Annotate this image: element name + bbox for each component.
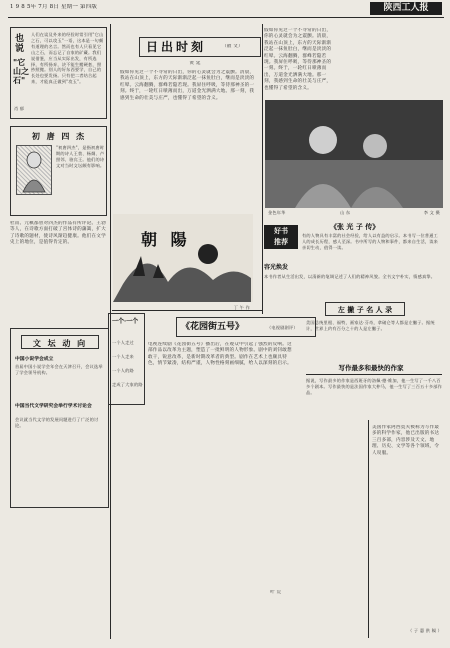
book-title: 《张 光 子 传》 [330,222,380,231]
rongguang-body: 本书作者从生活出发，以清新的笔调记述了人们的精神风貌。全书文字朴实，情感真挚。 [264,274,436,279]
poets-title: 初 唐 四 杰 [31,131,87,141]
small-poem-line-2: 一个人走来 [112,354,134,359]
sunrise-body: 假如你见过一个不寻常的日出，你的心灵就会为之震颤。清晨，我站在山顶上，东方的天际渐渐泛起一抹鱼肚白，继而是淡淡的红晕。云海翻腾，群峰若隐若现。我屏住呼吸，等待那神圣的一刻。终于，一轮红日喷薄而出，万道金光洒满大地。那一刻，我感到生命的壮美与庄严，也懂得了希望的含义。 [120,70,255,101]
book-body: 有的人物具有丰富的社会经验，给人以有益的启示。本书写一位普通工人的成长历程，感人至深。书中所写的人物和事件，都来自生活，读来亲切生动，值得一读。 [302,233,439,250]
divider-3 [368,420,369,638]
culture-item-2: 首届中国小说学会年会在天津召开，会议选举了学会领导机构。 [15,364,103,375]
opinion-byline: 肖 郁 [14,106,25,111]
bottom-credit: （ 子 惠 供 稿 ） [408,628,442,633]
book-badge [264,225,298,249]
huayuan-title: 《花园街五号》 [181,322,245,332]
zuoshou-body: 美国总统里根、福特，画家达·芬奇，拿破仑等人都是左撇子。据统计，世界上约有百分之十的人是左撇子。 [306,320,435,331]
book-badge-b: 推荐 [274,237,288,246]
huayuan-subtitle: （电视剧剧评） [267,325,298,330]
col5-body: 美国作家阿西莫夫被称为写作最多的科学作家，他已出版的书达三百多部，内容涉及天文、地理、历史、文学等各个领域，令人叹服。 [372,425,440,456]
huayuan-body: 电视连续剧《花园街五号》播出后，在观众中引起了强烈的反响。这部作品以改革为主题，塑造了一批鲜明的人物形象。剧中的刘钊敢想敢干，锐意改革，是新时期改革者的典型。剧作在艺术上也颇具特色，情节紧凑，结构严谨，人物性格刻画细腻，给人以深刻的启示。 [148,342,292,367]
masthead-rule [8,17,444,18]
sunrise-body-cont: 假如你见过一个不寻常的日出，你的心灵就会为之震颤。清晨，我站在山顶上，东方的天际渐渐泛起一抹鱼肚白，继而是淡淡的红晕。云海翻腾，群峰若隐若现。我屏住呼吸，等待那神圣的一刻。终于，一轮红日喷薄而出，万道金光洒满大地。那一刻，我感到生命的壮美与庄严，也懂得了希望的含义。 [264,28,332,91]
opinion-box [10,27,107,119]
huayuan-author: 叶 荒 [270,590,282,595]
small-poem-box [108,313,145,405]
zhaoyang-caption: 丁 午 作 [233,305,250,310]
date-line: 1 9 8 5年 7月 8日 星期一 第四版 [10,4,98,10]
photo-caption-mid: 山 东 [340,210,351,215]
rongguang-title: 容光焕发 [264,264,289,271]
culture-box [10,328,109,508]
small-poem-line-3: 一个人的路 [112,368,134,373]
book-badge-a: 好书 [274,226,288,235]
paper-name: 陕西工人报 [370,2,442,15]
masthead [0,0,450,18]
photo-caption-left: 金色年华 [268,210,286,215]
zuoshou-title-box [325,302,405,316]
photo [265,100,443,208]
small-poem-title: 一个·一个 [112,318,139,325]
small-poem-line-1: 一个人走过 [112,340,134,345]
poets-box [10,126,107,216]
divider-1 [110,24,111,639]
culture-item-4: 会议就当代文学的发展问题进行了广泛的讨论。 [15,417,99,428]
huayuan-title-box [176,317,316,337]
col1-body2: 杜甫、元稹都曾对四杰的作品有所评论。王勃等人，在诗歌方面打破了宫体诗的藩篱，扩大了诗歌的题材，使诗风渐趋健康。他们在文学史上的地位，是值得肯定的。 [10,221,106,246]
opinion-body: 人们在谈及外来的经验时常引用"它山之石，可以攻玉"一语，这本是一句颇有道理的名言。然而也有人只看见它山之石，而忘记了自家的矿藏。我们说借鉴，应当从实际出发，有所选择，有所扬弃，决不能生搬硬套，照抄照搬。别人的好东西要学，自己的长处也要发扬。只有把二者结合起来，才能真正做到"攻玉"。 [31,32,104,85]
sunrise-author: 黄 延 [189,61,201,66]
photo-caption-right: 李 文 摄 [423,210,440,215]
small-poem-line-4: 走成了大家的路 [112,382,143,387]
xiezuo-title: 写作最多和最快的作家 [338,364,404,372]
culture-item-1: 中国小说学会成立 [15,356,54,362]
xiezuo-body: 据说，写作最多的作家是西班牙的洛佩·德·维加，他一生写了一千八百多个剧本。写作最快的是法国作家大仲马，他一生写了三百五十多部作品。 [306,378,442,395]
sunrise-title-box [139,37,261,57]
zhaoyang-illustration [113,214,253,302]
culture-item-3: 中国当代文学研究会举行学术讨论会 [15,403,92,409]
divider-h1 [112,310,262,311]
zhaoyang-title: 朝 陽 [141,230,191,249]
xiezuo-rule [306,374,442,375]
poets-illustration [16,145,52,195]
zuoshou-title: 左 撇 子 名 人 录 [337,305,393,314]
opinion-title-b: "它山之石" [13,57,29,85]
divider-2 [262,24,263,314]
sunrise-title: 日出时刻 [146,40,207,54]
sunrise-subtitle: （散 文） [222,44,243,49]
poets-body: "初唐四杰"，是指初唐时期的诗人王勃、杨炯、卢照邻、骆宾王。他们的诗文对当时文坛颇有影响。 [56,145,105,168]
opinion-title-a: 也说 [15,34,25,54]
culture-title: 文 坛 动 向 [21,335,99,349]
